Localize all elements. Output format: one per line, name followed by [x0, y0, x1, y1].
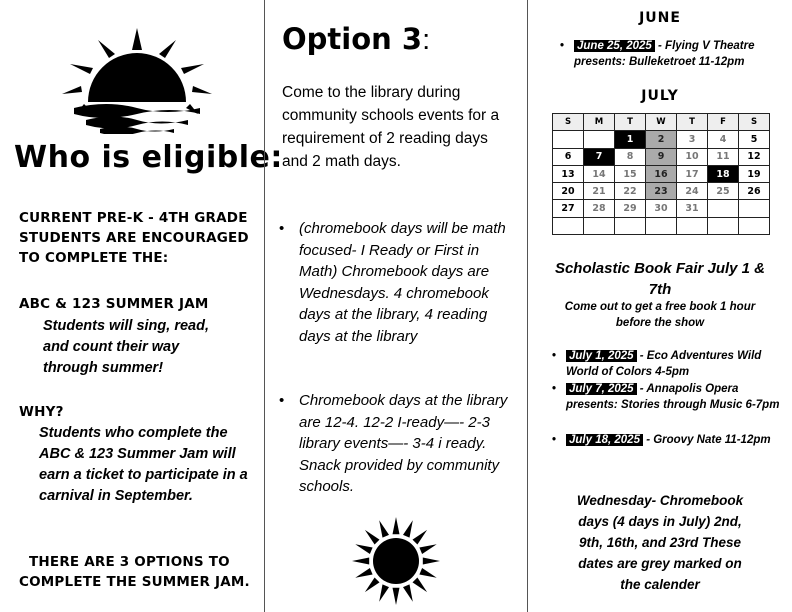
bullet-dot: •: [552, 350, 557, 362]
sun-ray: [365, 530, 380, 545]
calendar-day: 8: [615, 148, 646, 165]
bookfair-subtitle: Come out to get a free book 1 hour before the show: [564, 301, 756, 329]
calendar-weekday: S: [739, 114, 770, 131]
event-date: June 25, 2025: [574, 40, 655, 52]
option-bullet: [279, 218, 519, 347]
calendar-day: 31: [677, 200, 708, 217]
calendar-day: 16: [646, 165, 677, 182]
sun-ray: [365, 578, 380, 593]
left-panel: [0, 0, 283, 612]
calendar-day: 27: [553, 200, 584, 217]
calendar-week: [553, 165, 770, 182]
calendar-day: 4: [708, 131, 739, 148]
option-heading-text: Option 3: [282, 22, 423, 56]
july-event: [552, 348, 780, 380]
event-date: July 18, 2025: [566, 434, 643, 446]
option-intro: Come to the library during community schools events for a requirement of 2 reading days and 2 math days.: [282, 84, 500, 170]
calendar-week: [553, 200, 770, 217]
option-bullet-text: (chromebook days will be math focused- I Ready or First in Math) Chromebook days are Wednesdays. 4 chromebook days at the library, 4 reading days at the library: [299, 220, 506, 345]
event-text: - Eco Adventures Wild World of Colors 4-5pm: [566, 350, 762, 378]
calendar-day: 29: [615, 200, 646, 217]
sun-icon: [351, 516, 441, 606]
sun-ray: [393, 517, 400, 534]
calendar-day: 5: [739, 131, 770, 148]
july-event: [552, 381, 780, 413]
sun-ray: [403, 584, 413, 601]
calendar-empty-cell: [708, 200, 739, 217]
calendar-empty-cell: [584, 217, 615, 234]
option-bullet: [279, 390, 519, 498]
calendar-day: 14: [584, 165, 615, 182]
calendar-empty-cell: [739, 200, 770, 217]
calendar-day: 1: [615, 131, 646, 148]
sun-ray: [403, 520, 413, 537]
calendar-empty-cell: [584, 131, 615, 148]
calendar-day: 17: [677, 165, 708, 182]
calendar-week: [553, 148, 770, 165]
calendar-weekday-row: [553, 114, 770, 131]
july-event: [552, 432, 780, 448]
why-text: Students who complete the ABC & 123 Summer Jam will earn a ticket to participate in a carnival in September.: [39, 425, 248, 504]
option-heading: [282, 22, 430, 57]
sunset-icon: [62, 28, 212, 134]
bullet-dot: •: [552, 434, 557, 446]
calendar-day: 19: [739, 165, 770, 182]
calendar-weekday: F: [708, 114, 739, 131]
calendar-day: 7: [584, 148, 615, 165]
calendar-day: 2: [646, 131, 677, 148]
calendar-empty-cell: [739, 217, 770, 234]
bullet-dot: •: [560, 40, 565, 52]
sun-ray: [419, 568, 436, 578]
event-text: - Flying V Theatre presents: Bulleketroet 11-12pm: [574, 40, 755, 68]
program-name: ABC & 123 SUMMER JAM: [19, 296, 209, 312]
sun-ray: [352, 558, 369, 565]
calendar-day: 26: [739, 183, 770, 200]
calendar-day: 30: [646, 200, 677, 217]
calendar-day: 20: [553, 183, 584, 200]
calendar-day: 28: [584, 200, 615, 217]
calendar-day: 9: [646, 148, 677, 165]
calendar-day: 15: [615, 165, 646, 182]
sun-ray: [413, 530, 428, 545]
calendar-empty-cell: [708, 217, 739, 234]
calendar-day: 24: [677, 183, 708, 200]
options-text: THERE ARE 3 OPTIONS TO COMPLETE THE SUMMER JAM.: [19, 554, 250, 590]
middle-panel: [264, 0, 528, 612]
calendar-week: [553, 131, 770, 148]
option-heading-colon: :: [422, 24, 431, 56]
june-title: JUNE: [639, 10, 681, 26]
calendar-day: 12: [739, 148, 770, 165]
bullet-dot: •: [552, 383, 557, 395]
sun-ray: [379, 520, 389, 537]
bullet-dot: •: [279, 392, 285, 409]
july-title: JULY: [641, 88, 679, 104]
bullet-dot: •: [279, 220, 285, 237]
calendar-day: 10: [677, 148, 708, 165]
eligibility-heading: Who is eligible:: [14, 140, 283, 175]
calendar-weekday: W: [646, 114, 677, 131]
why-label: WHY?: [19, 404, 64, 420]
calendar-empty-cell: [553, 131, 584, 148]
calendar-day: 13: [553, 165, 584, 182]
calendar-weekday: T: [677, 114, 708, 131]
sun-ray: [423, 558, 440, 565]
calendar-empty-cell: [646, 217, 677, 234]
eligibility-intro: CURRENT PRE-K - 4TH GRADE STUDENTS ARE ENCOURAGED TO COMPLETE THE:: [19, 210, 249, 266]
sun-ray: [355, 568, 372, 578]
calendar-day: 22: [615, 183, 646, 200]
sun-ray: [393, 588, 400, 605]
calendar-day: 18: [708, 165, 739, 182]
event-date: July 1, 2025: [566, 350, 637, 362]
calendar-day: 25: [708, 183, 739, 200]
calendar-weekday: M: [584, 114, 615, 131]
sun-ray: [413, 578, 428, 593]
calendar-empty-cell: [553, 217, 584, 234]
sun-ray: [419, 544, 436, 554]
sun-ray: [355, 544, 372, 554]
event-text: - Annapolis Opera presents: Stories through Music 6-7pm: [566, 383, 780, 411]
calendar-day: 23: [646, 183, 677, 200]
option-bullet-text: Chromebook days at the library are 12-4. 12-2 I-ready—- 2-3 library events—- 3-4 i ready. Snack provided by community schools.: [299, 392, 508, 495]
calendar-day: 6: [553, 148, 584, 165]
calendar-week: [553, 217, 770, 234]
right-panel: [528, 0, 792, 612]
calendar-weekday: T: [615, 114, 646, 131]
calendar-empty-cell: [677, 217, 708, 234]
calendar-day: 3: [677, 131, 708, 148]
calendar-weekday: S: [553, 114, 584, 131]
sun-ray: [379, 584, 389, 601]
july-calendar: [552, 113, 770, 235]
event-date: July 7, 2025: [566, 383, 637, 395]
calendar-day: 21: [584, 183, 615, 200]
calendar-day: 11: [708, 148, 739, 165]
program-description: Students will sing, read, and count their way through summer!: [43, 318, 209, 376]
calendar-week: [553, 183, 770, 200]
bookfair-title: Scholastic Book Fair July 1 & 7th: [554, 260, 766, 298]
event-text: - Groovy Nate 11-12pm: [646, 434, 771, 446]
june-event: [560, 38, 784, 70]
calendar-empty-cell: [615, 217, 646, 234]
chromebook-note: Wednesday- Chromebook days (4 days in July) 2nd, 9th, 16th, and 23rd These dates are grey marked on the calender: [576, 493, 744, 592]
